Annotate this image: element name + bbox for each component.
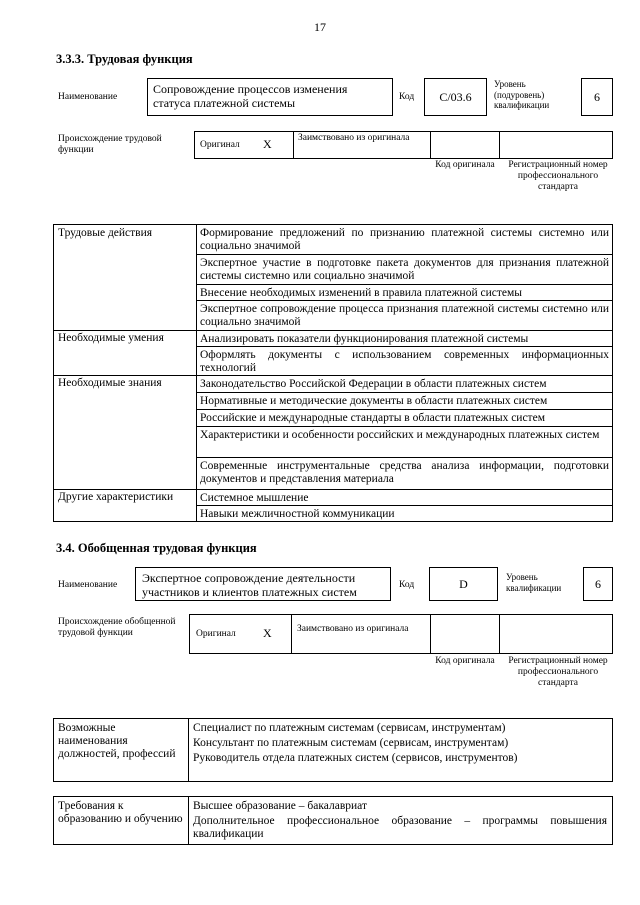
table-row: Формирование предложений по признанию платежной системы системно или социально значимой	[197, 225, 612, 255]
table-row: Экспертное сопровождение процесса признания платежной системы системно или социально значимой	[200, 303, 609, 328]
table-row: Характеристики и особенности российских и международных платежных систем	[197, 427, 612, 458]
reg-caption-333: Регистрационный номер профессионального стандарта	[508, 160, 608, 192]
level-value-333: 6	[581, 78, 613, 116]
section-heading-333: 3.3.3. Трудовая функция	[56, 52, 193, 66]
list-item: Высшее образование – бакалавриат	[193, 800, 367, 812]
reg-caption-34: Регистрационный номер профессионального стандарта	[508, 656, 608, 688]
code-value-34: D	[429, 567, 498, 601]
group-label-knowledge: Необходимые знания	[58, 377, 162, 389]
code-caption-333: Код оригинала	[435, 160, 495, 170]
code-label-34: Код	[399, 580, 415, 590]
name-value-333: Сопровождение процессов изменения статуса платежной системы	[147, 78, 393, 116]
original-label-333: Оригинал	[200, 140, 240, 150]
table-row: Современные инструментальные средства анализа информации, подготовки документов и представления материала	[200, 460, 609, 485]
group-label-actions: Трудовые действия	[58, 227, 153, 239]
name-label-333: Наименование	[58, 92, 118, 102]
list-item: Руководитель отдела платежных систем (сервисов, инструментов)	[193, 752, 518, 764]
list-item: Консультант по платежным системам (сервисам, инструментам)	[193, 737, 509, 749]
level-value-34: 6	[583, 567, 613, 601]
code-value-333: C/03.6	[424, 78, 487, 116]
section-heading-34: 3.4. Обобщенная трудовая функция	[56, 541, 257, 555]
code-caption-34: Код оригинала	[435, 656, 495, 666]
page-number: 17	[314, 20, 326, 34]
education-label: Требования к образованию и обучению	[58, 800, 183, 825]
group-label-other: Другие характеристики	[58, 491, 174, 503]
table-row: Внесение необходимых изменений в правила платежной системы	[197, 285, 612, 301]
table-row: Законодательство Российской Федерации в области платежных систем	[197, 376, 612, 393]
positions-label: Возможные наименования должностей, профессий	[58, 722, 176, 760]
level-label-34: Уровень квалификации	[506, 572, 562, 593]
name-value-34: Экспертное сопровождение деятельности участников и клиентов платежных систем	[135, 567, 391, 601]
code-label-333: Код	[399, 92, 415, 102]
list-item: Специалист по платежным системам (сервисам, инструментам)	[193, 722, 506, 734]
table-row: Оформлять документы с использованием современных информационных технологий	[200, 349, 609, 374]
original-label-34: Оригинал	[196, 629, 236, 639]
table-row: Навыки межличностной коммуникации	[200, 508, 395, 520]
original-mark-34: X	[263, 626, 272, 640]
original-mark-333: X	[263, 137, 272, 151]
origin-label-333: Происхождение трудовой функции	[58, 134, 162, 155]
table-row: Анализировать показатели функционирования платежной системы	[197, 331, 612, 347]
table-row: Экспертное участие в подготовке пакета документов для признания платежной системы системно или социально значимой	[197, 255, 612, 285]
borrowed-label-34: Заимствовано из оригинала	[297, 624, 409, 634]
table-333	[53, 224, 613, 522]
education-table	[53, 796, 613, 845]
level-label-333: Уровень (подуровень) квалификации	[494, 79, 550, 110]
name-label-34: Наименование	[58, 580, 118, 590]
table-row: Системное мышление	[197, 490, 612, 506]
table-row: Нормативные и методические документы в области платежных систем	[197, 393, 612, 410]
origin-label-34: Происхождение обобщенной трудовой функции	[58, 617, 176, 638]
borrowed-label-333: Заимствовано из оригинала	[298, 133, 410, 143]
table-row: Российские и международные стандарты в области платежных систем	[197, 410, 612, 427]
group-label-skills: Необходимые умения	[58, 332, 164, 344]
list-item: Дополнительное профессиональное образование – программы повышения квалификации	[193, 815, 607, 840]
positions-table	[53, 718, 613, 782]
